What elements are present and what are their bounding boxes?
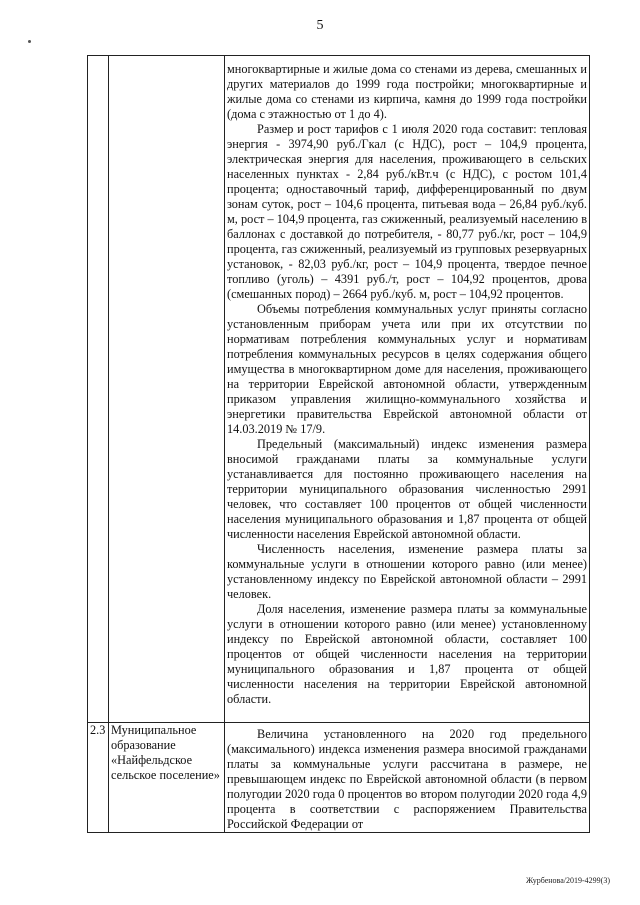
paragraph: Численность населения, изменение размера платы за коммунальные услуги в отношении которого равно (или менее) установленному индексу по Еврейской автономной области – 2991 человек. [227,542,587,601]
description-cell [225,723,590,833]
row-number-cell: 2.3 [88,723,109,833]
page-number: 5 [316,18,324,33]
scan-dot [28,40,31,43]
municipality-name-cell [109,56,225,723]
table-row [88,723,590,833]
municipality-name-cell: Муниципальное образование «Найфельдское сельское поселение» [109,723,225,833]
paragraph: Величина установленного на 2020 год предельного (максимального) индекса изменения размера вносимой гражданами платы за коммунальные услуги рассчитана в размере, не превышающем индекс по Еврейской автономной области (в первом полугодии 2020 года 0 процентов во втором полугодии 2020 года 4,9 процента в соответствии с распоряжением Правительства Российской Федерации от [227,727,587,831]
description-cell [225,56,590,723]
paragraph: Предельный (максимальный) индекс изменения размера вносимой гражданами платы за коммунальные услуги устанавливается для постоянно проживающего населения на территории муниципального образования численностью 2991 человек, что составляет 100 процентов от общей численности населения муниципального образования и 1,87 процента от общей численности населения Еврейской автономной области. [227,437,587,541]
table-row [88,56,590,723]
paragraph: Доля населения, изменение размера платы за коммунальные услуги в отношении которого равно (или менее) установленному индексу по Еврейской автономной области, составляет 100 процентов от общей численности населения на территории муниципального образования и 1,87 процента от общей численности населения на территории Еврейской автономной области. [227,602,587,706]
tariff-table [87,55,590,833]
paragraph: Размер и рост тарифов с 1 июля 2020 года составит: тепловая энергия - 3974,90 руб./Гкал (с НДС), рост – 104,9 процента, электрическая энергия для населения, проживающего в сельских населенных пунктах - 2,84 руб./кВт.ч (с НДС), с ростом 101,4 процента; одноставочный тариф, дифференцированный по двум зонам суток, рост – 104,6 процента, питьевая вода – 26,84 руб./куб. м, рост – 104,9 процента, газ сжиженный, реализуемый населению в баллонах с доставкой до потребителя, - 80,77 руб./кг, рост – 104,9 процента, газ сжиженный, реализуемый из групповых резервуарных установок, - 82,03 руб./кг, рост – 104,9 процента, твердое печное топливо (уголь) – 4391 руб./т, рост – 104,92 процентов, дрова (смешанных пород) – 2664 руб./куб. м, рост – 104,92 процентов. [227,122,587,301]
row-number-cell [88,56,109,723]
paragraph: Объемы потребления коммунальных услуг приняты согласно установленным приборам учета или при их отсутствии по нормативам потребления коммунальных услуг и нормативам потребления коммунальных ресурсов в целях содержания общего имущества в многоквартирном доме для населения, проживающего на территории Еврейской автономной области, утвержденным приказом управления жилищно-коммунального хозяйства и энергетики правительства Еврейской автономной области от 14.03.2019 № 17/9. [227,302,587,436]
paragraph: многоквартирные и жилые дома со стенами из дерева, смешанных и других материалов до 1999 года постройки; многоквартирные и жилые дома со стенами из кирпича, камня до 1999 года постройки (дома с этажностью от 1 до 4). [227,62,587,121]
document-footer-code: Журбенова/2019-4299(3) [525,876,610,885]
